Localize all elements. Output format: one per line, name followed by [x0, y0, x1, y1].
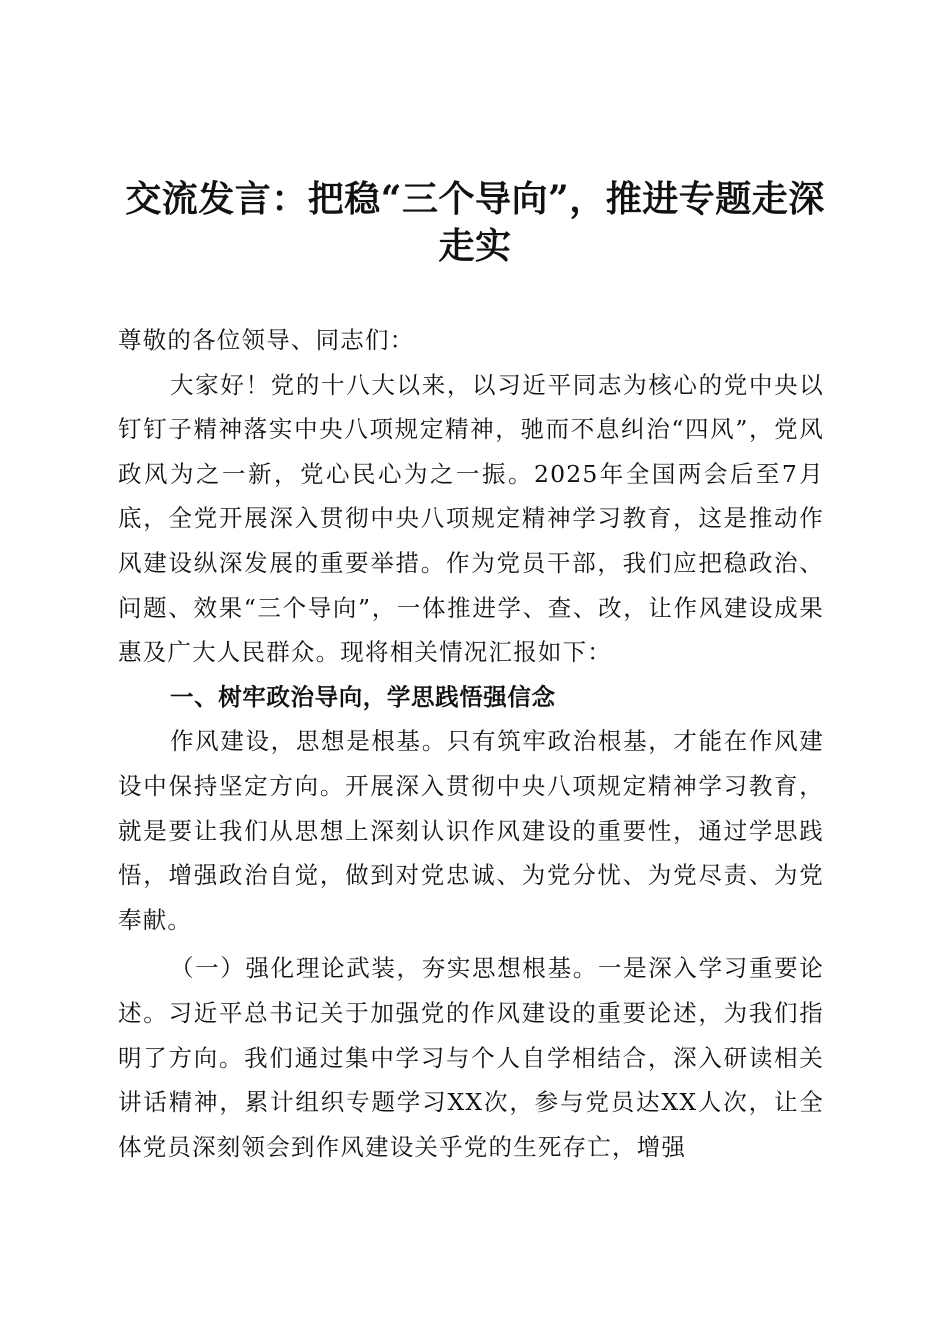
salutation: 尊敬的各位领导、同志们： [118, 326, 415, 354]
document-body [118, 318, 824, 1169]
document-title: 交流发言：把稳“三个导向”，推进专题走深走实 [125, 178, 825, 267]
section-1-paragraph: 作风建设，思想是根基。只有筑牢政治根基，才能在作风建设中保持坚定方向。开展深入贯彻中央八项规定精神学习教育，就是要让我们从思想上深刻认识作风建设的重要性，通过学思践悟，增强政治自觉，做到对党忠诚、为党分忧、为党尽责、为党奉献。 [118, 727, 824, 934]
section-heading-1: 一、树牢政治导向，学思践悟强信念 [170, 682, 556, 711]
subsection-1-paragraph: （一）强化理论武装，夯实思想根基。一是深入学习重要论述。习近平总书记关于加强党的作风建设的重要论述，为我们指明了方向。我们通过集中学习与个人自学相结合，深入研读相关讲话精神，累计组织专题学习XX次，参与党员达XX人次，让全体党员深刻领会到作风建设关乎党的生死存亡，增强 [118, 954, 824, 1161]
intro-paragraph: 大家好！党的十八大以来，以习近平同志为核心的党中央以钉钉子精神落实中央八项规定精神，驰而不息纠治“四风”，党风政风为之一新，党心民心为之一振。2025年全国两会后至7月底，全党开展深入贯彻中央八项规定精神学习教育，这是推动作风建设纵深发展的重要举措。作为党员干部，我们应把稳政治、问题、效果“三个导向”，一体推进学、查、改，让作风建设成果惠及广大人民群众。现将相关情况汇报如下： [118, 370, 824, 667]
